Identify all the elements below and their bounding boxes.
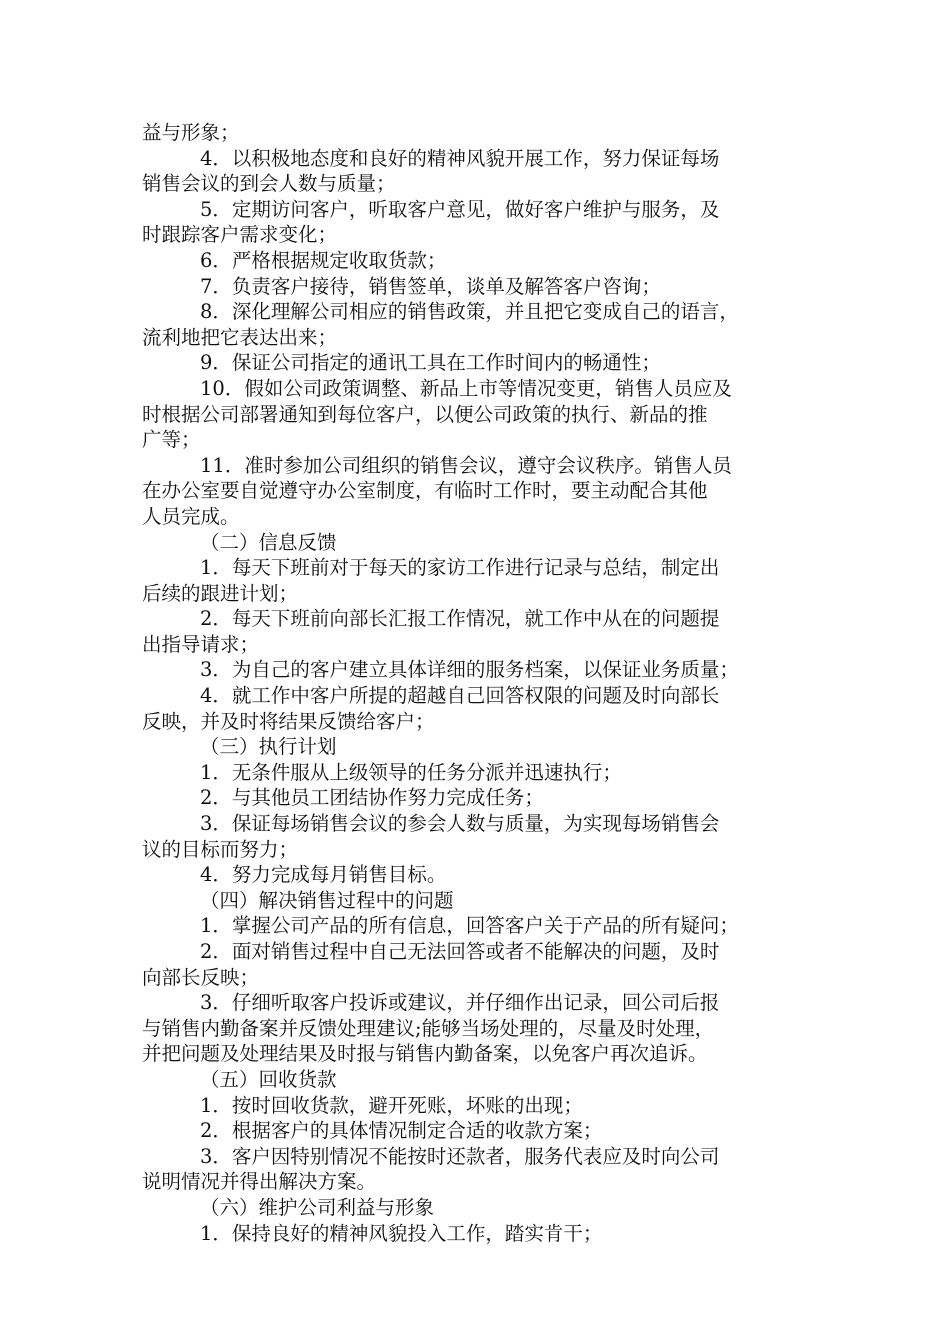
text-line: 10．假如公司政策调整、新品上市等情况变更，销售人员应及 [200, 376, 732, 400]
text-line: 益与形象； [142, 121, 240, 144]
text-line: （三）执行计划 [200, 735, 337, 759]
text-line: 与销售内勤备案并反馈处理建议;能够当场处理的，尽量及时处理， [142, 1016, 715, 1040]
text-line: 在办公室要自觉遵守办公室制度，有临时工作时，要主动配合其他 [142, 479, 708, 503]
text-line: 6．严格根据规定收取货款； [200, 248, 447, 272]
text-line: 4．努力完成每月销售目标。 [200, 863, 447, 887]
text-line: 2．根据客户的具体情况制定合适的收款方案； [200, 1119, 603, 1143]
text-line: 出指导请求； [142, 632, 260, 656]
text-line: 8．深化理解公司相应的销售政策，并且把它变成自己的语言， [200, 300, 739, 324]
text-line: 1．每天下班前对于每天的家访工作进行记录与总结，制定出 [200, 556, 720, 580]
text-line: 议的目标而努力； [142, 837, 299, 861]
text-line: 2．每天下班前向部长汇报工作情况，就工作中从在的问题提 [200, 607, 720, 631]
text-line: 3．为自己的客户建立具体详细的服务档案，以保证业务质量； [200, 658, 739, 682]
text-line: 4．就工作中客户所提的超越自己回答权限的问题及时向部长 [200, 684, 720, 708]
text-line: 向部长反映； [142, 965, 260, 989]
text-line: 3．仔细听取客户投诉或建议，并仔细作出记录，回公司后报 [200, 991, 720, 1015]
text-line: 人员完成。 [142, 504, 240, 528]
text-line: 7．负责客户接待，销售签单，谈单及解答客户咨询； [200, 274, 661, 298]
text-line: 2．与其他员工团结协作努力完成任务； [200, 786, 544, 810]
text-line: 2．面对销售过程中自己无法回答或者不能解决的问题，及时 [200, 940, 720, 963]
text-line: 时根据公司部署通知到每位客户，以便公司政策的执行、新品的推 [142, 402, 708, 426]
text-line: 广等； [142, 428, 201, 452]
text-line: 说明情况并得出解决方案。 [142, 1170, 377, 1194]
text-line: 后续的跟进计划； [142, 581, 299, 605]
text-line: 3．客户因特别情况不能按时还款者，服务代表应及时向公司 [200, 1144, 720, 1168]
text-line: （五）回收货款 [200, 1067, 337, 1091]
text-line: 5．定期访问客户，听取客户意见，做好客户维护与服务，及 [200, 197, 720, 221]
text-line: 1．掌握公司产品的所有信息，回答客户关于产品的所有疑问； [200, 914, 739, 938]
text-line: 3．保证每场销售会议的参会人数与质量，为实现每场销售会 [200, 812, 720, 836]
text-line: （四）解决销售过程中的问题 [200, 888, 454, 912]
document-body [142, 120, 822, 1246]
text-line: 1．按时回收货款，避开死账，坏账的出现； [200, 1093, 583, 1117]
text-line: 销售会议的到会人数与质量； [142, 172, 396, 196]
text-line: 4．以积极地态度和良好的精神风貌开展工作，努力保证每场 [200, 146, 720, 170]
text-line: （二）信息反馈 [200, 530, 337, 554]
text-line: 1．保持良好的精神风貌投入工作，踏实肯干； [200, 1221, 603, 1245]
text-line: 11．准时参加公司组织的销售会议，遵守会议秩序。销售人员 [200, 453, 732, 477]
text-line: 反映，并及时将结果反馈给客户； [142, 709, 435, 733]
text-line: （六）维护公司利益与形象 [200, 1195, 435, 1219]
text-line: 1．无条件服从上级领导的任务分派并迅速执行； [200, 760, 622, 784]
text-line: 时跟踪客户需求变化； [142, 223, 338, 247]
text-line: 流利地把它表达出来； [142, 325, 338, 349]
text-line: 9．保证公司指定的通讯工具在工作时间内的畅通性； [200, 351, 661, 375]
text-line: 并把问题及处理结果及时报与销售内勤备案，以免客户再次追诉。 [142, 1042, 708, 1066]
